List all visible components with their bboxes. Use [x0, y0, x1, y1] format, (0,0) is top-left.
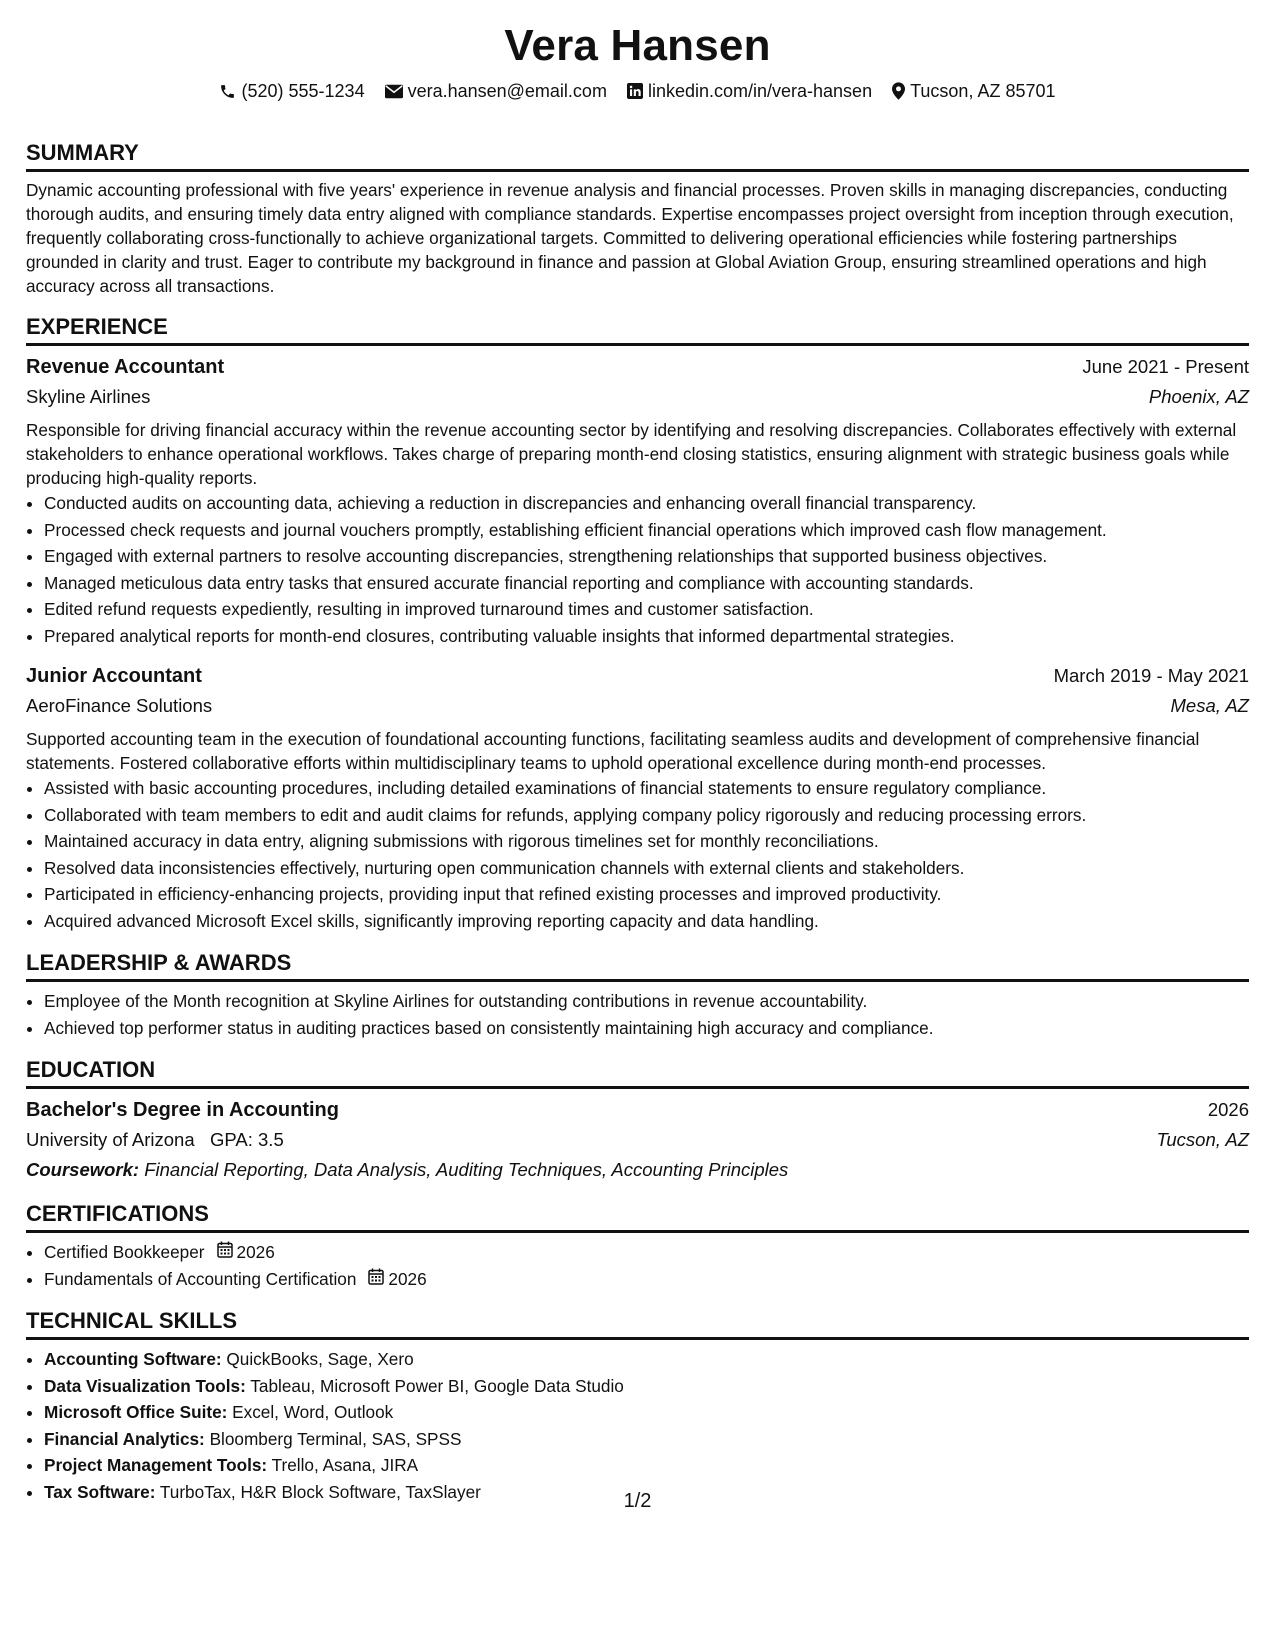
contact-email[interactable]: [385, 81, 607, 102]
graduation-year: 2026: [1207, 1099, 1249, 1120]
cert-year: 2026: [236, 1242, 275, 1262]
contact-bar: [26, 76, 1249, 106]
job-entry: [26, 352, 1249, 649]
skill-category: Tax Software:: [44, 1481, 156, 1502]
phone-text: (520) 555-1234: [241, 80, 365, 101]
cert-year: 2026: [388, 1268, 427, 1289]
list-item: [44, 1373, 1249, 1400]
section-title-skills: TECHNICAL SKILLS: [26, 1306, 1249, 1340]
skill-values: Tableau, Microsoft Power BI, Google Data Studio: [250, 1375, 624, 1396]
job-company-row: [26, 382, 1249, 412]
list-item: • Edited refund requests expediently, resulting in improved turnaround times and customer satisfaction.: [44, 596, 1249, 623]
job-company-row: [26, 691, 1249, 721]
list-item: • Assisted with basic accounting procedures, including detailed examinations of financial statements to ensure regulatory compliance.: [44, 775, 1249, 802]
school-info: [26, 1125, 284, 1155]
contact-location: [892, 81, 1055, 102]
envelope-icon: [385, 84, 403, 99]
skill-values: QuickBooks, Sage, Xero: [226, 1349, 414, 1369]
list-item: • Managed meticulous data entry tasks that ensured accurate financial reporting and compliance with accounting standards.: [44, 570, 1249, 597]
phone-icon: [219, 83, 236, 100]
cert-name: • Certified Bookkeeper: [44, 1242, 205, 1262]
education-section: [26, 1055, 1249, 1185]
list-item: • Resolved data inconsistencies effectively, nurturing open communication channels with external clients and stakeholders.: [44, 855, 1249, 882]
job-dates: March 2019 - May 2021: [1053, 665, 1249, 686]
linkedin-icon: [627, 83, 643, 99]
calendar-icon: [217, 1239, 233, 1266]
job-description: Responsible for driving financial accuracy within the revenue accounting sector by identifying and resolving discrepancies. Collaborates effectively with external stakeholders to enhance operational workflows. Takes charge of preparing month-end closing statistics, ensuring alignment with strategic business goals while producing high-quality reports.: [26, 420, 1237, 488]
job-bullets: [26, 775, 1249, 934]
summary-text: Dynamic accounting professional with five years' experience in revenue analysis and financial processes. Proven skills in managing discrepancies, conducting thorough audits, and ensuring timely data entry aligned with compliance standards. Expertise encompasses project oversight from inception through execution, frequently collaborating cross-functionally to achieve organizational targets. Committed to delivering operational efficiencies while fostering partnerships grounded in clarity and trust. Eager to contribute my background in finance and passion at Global Aviation Group, ensuring streamlined operations and high accuracy across all transactions.: [26, 180, 1234, 296]
job-header: [26, 661, 1249, 691]
cert-date: [217, 1239, 275, 1266]
coursework-list: Financial Reporting, Data Analysis, Auditing Techniques, Accounting Principles: [144, 1159, 789, 1180]
section-title-education: EDUCATION: [26, 1055, 1249, 1089]
job-company: AeroFinance Solutions: [26, 695, 213, 716]
job-company: Skyline Airlines: [26, 386, 151, 407]
list-item: [44, 1399, 1249, 1426]
job-bullets: [26, 490, 1249, 649]
leadership-list: [26, 988, 1249, 1041]
skill-values: TurboTax, H&R Block Software, TaxSlayer: [159, 1481, 481, 1502]
gpa: GPA: 3.5: [210, 1129, 284, 1150]
location-text: Tucson, AZ 85701: [910, 80, 1056, 101]
list-item: • Employee of the Month recognition at Skyline Airlines for outstanding contributions in revenue accountability.: [44, 988, 1249, 1015]
page-number: 1/2: [623, 1490, 652, 1512]
section-title-experience: EXPERIENCE: [26, 312, 1249, 346]
coursework: [26, 1155, 1249, 1185]
calendar-icon: [368, 1266, 384, 1293]
list-item: • Engaged with external partners to resolve accounting discrepancies, strengthening relationships that supported business objectives.: [44, 543, 1249, 570]
job-dates: June 2021 - Present: [1082, 356, 1249, 377]
list-item: • Participated in efficiency-enhancing projects, providing input that refined existing processes and improved productivity.: [44, 881, 1249, 908]
job-description: Supported accounting team in the execution of foundational accounting functions, facilitating seamless audits and development of comprehensive financial statements. Fostered collaborative efforts within multidisciplinary teams to uphold operational excellence during month-end processes.: [26, 729, 1200, 773]
list-item: • Maintained accuracy in data entry, aligning submissions with rigorous timelines set for monthly reconciliations.: [44, 828, 1249, 855]
list-item: [44, 1452, 1249, 1479]
coursework-label: Coursework:: [26, 1159, 140, 1180]
section-title-summary: SUMMARY: [26, 138, 1249, 172]
email-link[interactable]: vera.hansen@email.com: [407, 80, 607, 101]
summary-section: [26, 138, 1249, 298]
school-location: Tucson, AZ: [1156, 1129, 1249, 1150]
map-pin-icon: [892, 82, 905, 100]
skill-values: Bloomberg Terminal, SAS, SPSS: [209, 1428, 462, 1449]
linkedin-link[interactable]: linkedin.com/in/vera-hansen: [647, 80, 873, 101]
list-item: • Achieved top performer status in auditing practices based on consistently maintaining high accuracy and compliance.: [44, 1015, 1249, 1042]
leadership-section: [26, 948, 1249, 1041]
list-item: • Conducted audits on accounting data, achieving a reduction in discrepancies and enhancing overall financial transparency.: [44, 490, 1249, 517]
list-item: [44, 1426, 1249, 1453]
cert-date: [368, 1266, 426, 1293]
job-location: Phoenix, AZ: [1148, 386, 1249, 407]
list-item: [44, 1266, 1249, 1293]
school-name: University of Arizona: [26, 1129, 195, 1150]
list-item: • Collaborated with team members to edit and audit claims for refunds, applying company policy rigorously and reducing processing errors.: [44, 802, 1249, 829]
job-header: [26, 352, 1249, 382]
skill-values: Trello, Asana, JIRA: [271, 1455, 419, 1475]
section-title-leadership: LEADERSHIP & AWARDS: [26, 948, 1249, 982]
skill-category: Microsoft Office Suite:: [44, 1402, 228, 1422]
skill-category: Project Management Tools:: [44, 1455, 268, 1475]
contact-phone: [219, 81, 364, 102]
skills-list: [26, 1346, 1249, 1505]
list-item: [44, 1239, 1249, 1266]
job-title: Junior Accountant: [26, 665, 202, 687]
skill-category: Accounting Software:: [44, 1349, 222, 1369]
list-item: • Prepared analytical reports for month-end closures, contributing valuable insights that informed departmental strategies.: [44, 623, 1249, 650]
contact-linkedin[interactable]: [627, 81, 872, 102]
job-entry: [26, 661, 1249, 934]
education-school-row: [26, 1125, 1249, 1155]
skill-values: Excel, Word, Outlook: [232, 1402, 394, 1422]
section-title-certifications: CERTIFICATIONS: [26, 1199, 1249, 1233]
skill-category: Data Visualization Tools:: [44, 1375, 246, 1396]
cert-name: • Fundamentals of Accounting Certification: [44, 1268, 357, 1289]
candidate-name: Vera Hansen: [504, 21, 771, 70]
list-item: • Processed check requests and journal vouchers promptly, establishing efficient financial operations which improved cash flow management.: [44, 517, 1249, 544]
skill-category: Financial Analytics:: [44, 1428, 205, 1449]
job-location: Mesa, AZ: [1170, 695, 1249, 716]
certifications-list: [26, 1239, 1249, 1292]
list-item: [44, 1346, 1249, 1373]
skills-section: [26, 1306, 1249, 1505]
certifications-section: [26, 1199, 1249, 1292]
list-item: • Acquired advanced Microsoft Excel skills, significantly improving reporting capacity and data handling.: [44, 908, 1249, 935]
resume-page: [26, 18, 1249, 1505]
job-title: Revenue Accountant: [26, 356, 225, 378]
education-header: [26, 1095, 1249, 1125]
experience-section: [26, 312, 1249, 934]
degree: Bachelor's Degree in Accounting: [26, 1099, 339, 1121]
